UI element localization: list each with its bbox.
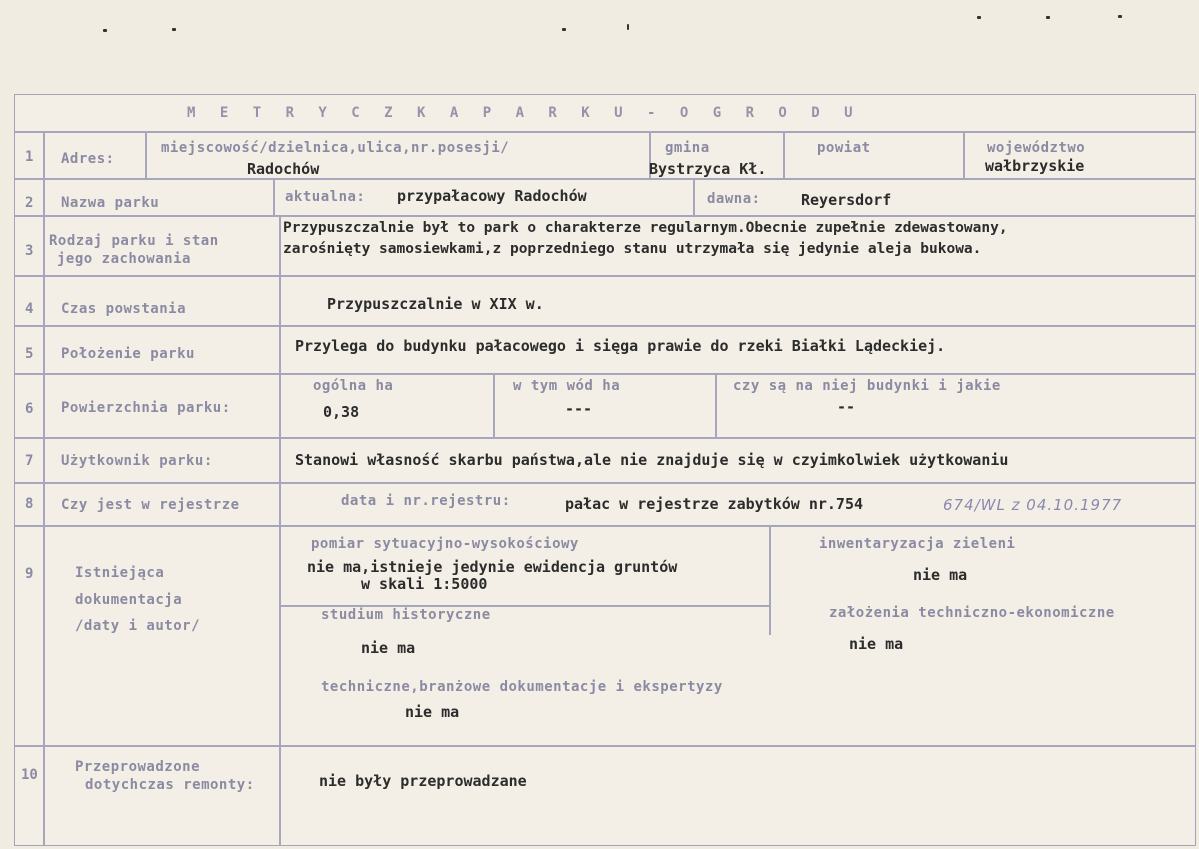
current-name-label: aktualna: bbox=[285, 189, 366, 205]
buildings-label: czy są na niej budynki i jakie bbox=[733, 378, 1001, 394]
survey-label: pomiar sytuacyjno-wysokościowy bbox=[311, 536, 579, 552]
renovations-value: nie były przeprowadzane bbox=[319, 772, 527, 790]
row-number-6: 6 bbox=[25, 401, 34, 417]
row-number-3: 3 bbox=[25, 243, 34, 259]
row-number-1: 1 bbox=[25, 149, 34, 165]
form-title: M E T R Y C Z K A P A R K U - O G R O D U bbox=[187, 105, 861, 121]
row-number-4: 4 bbox=[25, 301, 34, 317]
docs-label-2: dokumentacja bbox=[75, 592, 183, 608]
water-area-label: w tym wód ha bbox=[513, 378, 621, 394]
row-number-5: 5 bbox=[25, 346, 34, 362]
handwritten-register-note: 674/WL z 04.10.1977 bbox=[943, 496, 1123, 514]
row-number-10: 10 bbox=[21, 767, 38, 783]
voivodeship-value: wałbrzyskie bbox=[985, 157, 1085, 175]
history-study-value: nie ma bbox=[361, 639, 416, 657]
docs-label-1: Istniejąca bbox=[75, 565, 165, 581]
register-date-label: data i nr.rejestru: bbox=[341, 493, 511, 509]
gmina-value: Bystrzyca Kł. bbox=[649, 160, 767, 178]
inventory-value: nie ma bbox=[913, 566, 968, 584]
former-name-value: Reyersdorf bbox=[801, 191, 892, 209]
register-label: Czy jest w rejestrze bbox=[61, 497, 240, 513]
gmina-label: gmina bbox=[665, 140, 710, 156]
park-type-label-2: jego zachowania bbox=[57, 251, 191, 267]
voivodeship-label: województwo bbox=[987, 140, 1086, 156]
row-number-8: 8 bbox=[25, 496, 34, 512]
powiat-label: powiat bbox=[817, 140, 871, 156]
park-name-label: Nazwa parku bbox=[61, 195, 160, 211]
address-sublabel: miejscowość/dzielnica,ulica,nr.posesji/ bbox=[161, 140, 510, 156]
park-type-value-1: Przypuszczalnie był to park o charakterze regularnym.Obecnie zupełnie zdewastowany, bbox=[283, 220, 1008, 236]
tech-docs-label: techniczne,branżowe dokumentacje i ekspertyzy bbox=[321, 679, 723, 695]
docs-label-3: /daty i autor/ bbox=[75, 618, 201, 634]
park-type-label-1: Rodzaj parku i stan bbox=[49, 233, 219, 249]
tech-econ-label: założenia techniczno-ekonomiczne bbox=[829, 605, 1115, 621]
current-name-value: przypałacowy Radochów bbox=[397, 187, 587, 205]
water-area-value: --- bbox=[565, 400, 593, 418]
user-value: Stanowi własność skarbu państwa,ale nie znajduje się w czyimkolwiek użytkowaniu bbox=[295, 451, 1009, 469]
total-area-value: 0,38 bbox=[323, 403, 360, 421]
address-value: Radochów bbox=[247, 160, 320, 178]
row-number-9: 9 bbox=[25, 566, 34, 582]
row-number-2: 2 bbox=[25, 195, 34, 211]
tech-docs-value: nie ma bbox=[405, 703, 460, 721]
former-name-label: dawna: bbox=[707, 191, 761, 207]
park-type-value-2: zarośnięty samosiewkami,z poprzedniego stanu utrzymała się jedynie aleja bukowa. bbox=[283, 241, 982, 257]
renovations-label-1: Przeprowadzone bbox=[75, 759, 201, 775]
location-label: Położenie parku bbox=[61, 346, 195, 362]
tech-econ-value: nie ma bbox=[849, 635, 904, 653]
address-label: Adres: bbox=[61, 151, 115, 167]
creation-time-value: Przypuszczalnie w XIX w. bbox=[327, 295, 544, 313]
survey-value-2: w skali 1:5000 bbox=[361, 575, 488, 593]
park-record-card bbox=[14, 94, 1196, 846]
total-area-label: ogólna ha bbox=[313, 378, 394, 394]
user-label: Użytkownik parku: bbox=[61, 453, 213, 469]
survey-value-1: nie ma,istnieje jedynie ewidencja gruntów bbox=[307, 558, 678, 576]
renovations-label-2: dotychczas remonty: bbox=[85, 777, 255, 793]
row-number-7: 7 bbox=[25, 453, 34, 469]
history-study-label: studium historyczne bbox=[321, 607, 491, 623]
buildings-value: -- bbox=[837, 398, 856, 416]
inventory-label: inwentaryzacja zieleni bbox=[819, 536, 1016, 552]
creation-time-label: Czas powstania bbox=[61, 301, 187, 317]
register-value: pałac w rejestrze zabytków nr.754 bbox=[565, 495, 864, 513]
location-value: Przylega do budynku pałacowego i sięga prawie do rzeki Białki Lądeckiej. bbox=[295, 337, 946, 355]
area-label: Powierzchnia parku: bbox=[61, 400, 231, 416]
